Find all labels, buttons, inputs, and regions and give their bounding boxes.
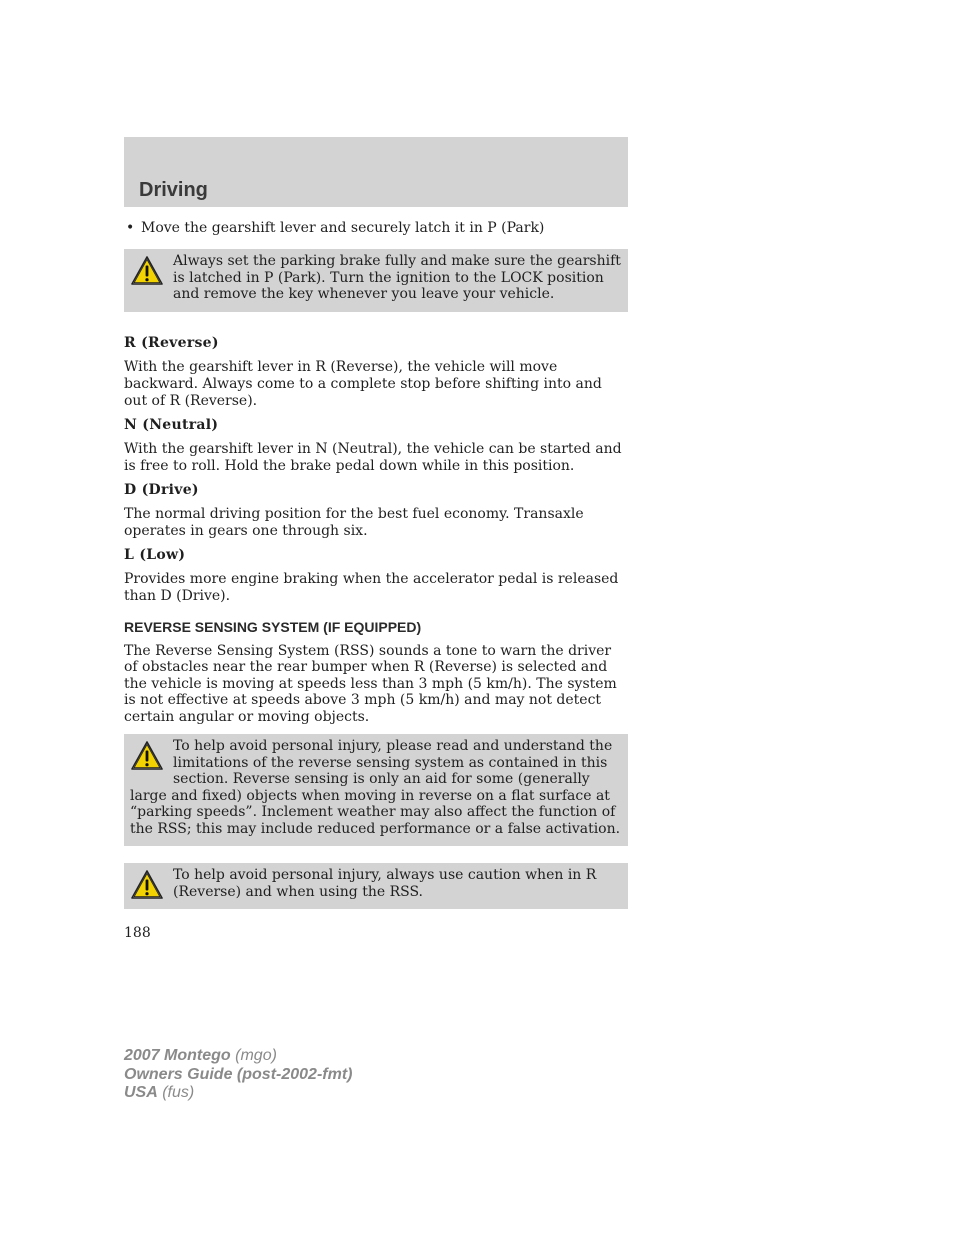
gear-text-neutral: With the gearshift lever in N (Neutral), the vehicle can be started and is free to roll. Hold the brake pedal down while in this position.	[124, 440, 622, 474]
gear-text-low: Provides more engine braking when the accelerator pedal is released than D (Drive).	[124, 570, 619, 604]
gear-text-reverse: With the gearshift lever in R (Reverse), the vehicle will move backward. Always come to a complete stop before shifting into and out of R (Reverse).	[124, 358, 602, 409]
warning-triangle-icon	[130, 740, 164, 772]
warning-box-parking	[124, 249, 628, 312]
footer-line-1	[124, 1047, 352, 1066]
gear-text-drive: The normal driving position for the best fuel economy. Transaxle operates in gears one through six.	[124, 505, 584, 539]
warning-box-rss-limitations	[124, 734, 628, 846]
gear-heading-reverse: R (Reverse)	[124, 334, 219, 351]
bullet-text: Move the gearshift lever and securely latch it in P (Park)	[141, 220, 545, 236]
gear-heading-neutral: N (Neutral)	[124, 416, 219, 433]
footer-line-2	[124, 1066, 352, 1085]
page-number: 188	[124, 925, 151, 941]
warning-box-rss-caution	[124, 863, 628, 909]
rss-heading: REVERSE SENSING SYSTEM (IF EQUIPPED)	[124, 618, 422, 635]
bullet-symbol: •	[126, 220, 135, 236]
footer-model-code: (mgo)	[230, 1047, 277, 1064]
warning-triangle-icon	[130, 255, 164, 287]
footer-market: USA	[124, 1084, 158, 1101]
document-footer	[124, 1047, 352, 1103]
gear-heading-low: L (Low)	[124, 546, 186, 563]
bullet-item	[124, 220, 628, 237]
page-content	[124, 220, 628, 909]
footer-market-code: (fus)	[157, 1084, 195, 1101]
section-header	[124, 137, 628, 207]
footer-guide: Owners Guide (post-2002-fmt)	[124, 1065, 353, 1083]
warning-text: To help avoid personal injury, please read and understand the limitations of the reverse sensing system as contained in this section. Reverse sensing is only an aid for some (generally large and fixed) objects when moving in reverse on a flat surface at “parking speeds”. Inclement weather may also affect the function of the RSS; this may include reduced performance or a false activation.	[130, 738, 621, 837]
warning-text: To help avoid personal injury, always use caution when in R (Reverse) and when using the RSS.	[173, 867, 597, 900]
warning-triangle-icon	[130, 869, 164, 901]
section-title: Driving	[139, 179, 208, 201]
warning-text: Always set the parking brake fully and make sure the gearshift is latched in P (Park). Turn the ignition to the LOCK position and remove the key whenever you leave your vehicle.	[173, 253, 621, 302]
gear-heading-drive: D (Drive)	[124, 481, 199, 498]
footer-line-3	[124, 1084, 352, 1103]
footer-model: 2007 Montego	[124, 1047, 231, 1064]
rss-text: The Reverse Sensing System (RSS) sounds a tone to warn the driver of obstacles near the rear bumper when R (Reverse) is selected and the vehicle is moving at speeds less than 3 mph (5 km/h). The system is not effective at speeds above 3 mph (5 km/h) and may not detect certain angular or moving objects.	[124, 642, 617, 725]
